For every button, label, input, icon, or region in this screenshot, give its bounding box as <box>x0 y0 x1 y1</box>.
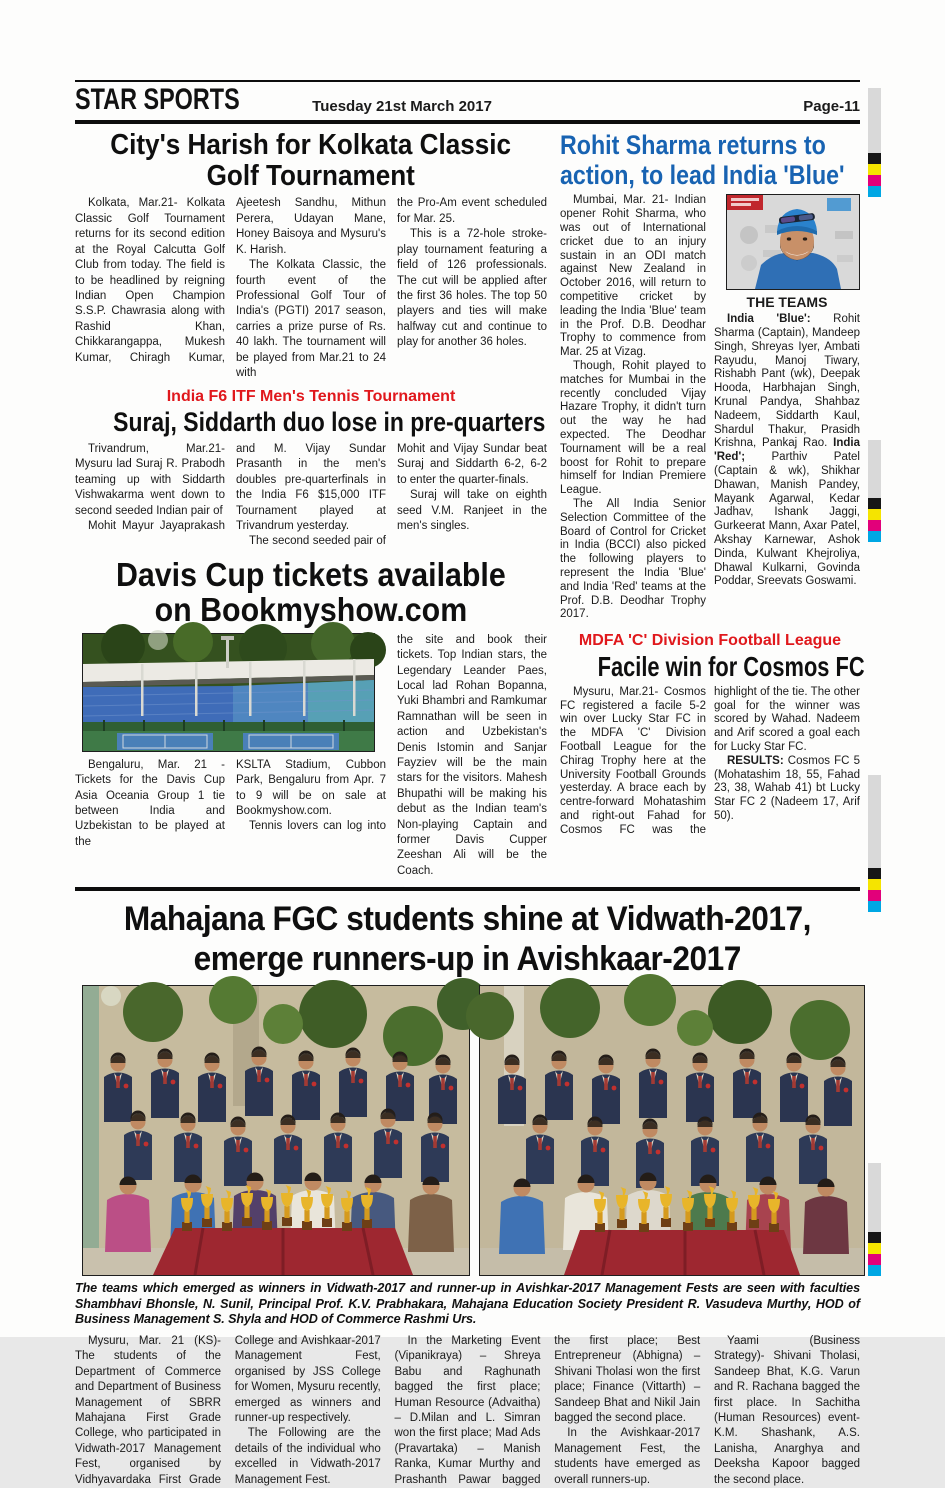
cmyk-swatch-yellow <box>868 164 881 175</box>
vidwath-winners-group-photo <box>82 985 470 1276</box>
rohit-headline-line2: action, to lead India 'Blue' <box>560 160 845 191</box>
mahajana-headline-line1: Mahajana FGC students shine at Vidwath-2017, <box>123 900 812 939</box>
cmyk-swatch-yellow <box>868 879 881 890</box>
cosmos-headline: Facile win for Cosmos FC <box>597 651 865 683</box>
article-paragraph: Mohit Mayur Jayaprakash <box>88 519 225 532</box>
article-paragraph: highlight of the tie. The other goal for the winner was scored by Wahad. Nadeem and Arif scored a goal each for Lucky Star FC. <box>714 685 860 754</box>
article-paragraph: In the Avishkaar-2017 Management Fest, the students have emerged as overall runners-up. <box>554 1427 701 1486</box>
mahajana-column-2 <box>235 1334 381 1488</box>
article-paragraph: Tennis lovers can log into <box>249 820 386 833</box>
print-registration-marks <box>868 440 881 542</box>
cmyk-swatch-yellow <box>868 509 881 520</box>
tennis-kicker: India F6 ITF Men's Tennis Tournament <box>166 388 456 406</box>
print-registration-marks <box>868 1163 881 1276</box>
davis-side-column <box>397 633 547 880</box>
mahajana-column-1 <box>75 1334 221 1488</box>
mahajana-column-5 <box>714 1334 860 1488</box>
group-photo-caption: The teams which emerged as winners in Vidwath-2017 and runner-up in Avishkar-2017 Management Fests are seen with faculties Shambhavi Bhonsle, N. Sunil, Principal Prof. K.V. Prabhakara, Mahajana Education Society President R. Vasudeva Murthy, HOD of Business Management S. Shyla and HOD of Commerce Rashmi Urs. <box>75 1281 860 1327</box>
article-paragraph: Suraj will take on eighth seed V.M. Ranjeet in the men's singles. <box>397 489 547 532</box>
cmyk-swatch-magenta <box>868 520 881 531</box>
cmyk-swatch-magenta <box>868 175 881 186</box>
article-golf <box>75 130 547 381</box>
article-paragraph: and M. Vijay Sundar Prasanth in the men's doubles pre-quarterfinals in the India F6 $15,000 ITF Tournament played at Trivandrum yesterday. <box>236 442 386 532</box>
cmyk-swatch-magenta <box>868 1254 881 1265</box>
article-paragraph: KSLTA Stadium, Cubbon Park, Bengaluru from Apr. 7 to 9 will be on sale at Bookmyshow.com. <box>236 758 386 817</box>
teams-box-title: THE TEAMS <box>746 294 828 311</box>
avishkaar-runnersup-group-photo <box>479 985 865 1276</box>
cmyk-swatch-black <box>868 868 881 879</box>
article-paragraph: Mysuru, Mar.21- Cosmos FC registered a facile 5-2 win over Lucky Star FC in the MDFA 'C' Division Football League for the Chirag Trophy here at the University Football Grounds yesterday. A brace each by centre-forward Mohatashim and right-out Fahad for Cosmos FC was the <box>560 685 706 836</box>
rohit-column-2 <box>714 194 860 622</box>
article-rohit-sharma <box>560 130 860 622</box>
davis-column-2 <box>236 758 386 850</box>
article-paragraph: Yaami (Business Strategy)- Shivani Tholasi, Sandeep Bhat, K.G. Varun and R. Rachana bagged the first place. In Sachitha (Human Resources) event- K.M. Shashank, A.S. Lanisha, Anarghya and Deeksha Kapoor bagged the second place. <box>714 1334 860 1486</box>
article-mahajana <box>75 899 860 1488</box>
cmyk-swatch-cyan <box>868 1265 881 1276</box>
india-red-label: India 'Red'; <box>714 437 860 464</box>
article-paragraph: The second seeded pair of <box>249 535 386 548</box>
india-blue-label: India 'Blue': <box>727 313 811 326</box>
cosmos-column-2 <box>714 686 860 838</box>
article-paragraph: Mohit and Vijay Sundar beat Suraj and Siddarth 6-2, 6-2 to enter the quarter-finals. <box>397 442 547 486</box>
cmyk-swatch-cyan <box>868 531 881 542</box>
india-blue-players: Rohit Sharma (Captain), Mandeep Singh, Shreyas Iyer, Ambati Rayudu, Manoj Tiwary, Rishabh Pant (wk), Deepak Hooda, Harbhajan Singh, Krunal Pandya, Shahbaz Nadeem, Siddarth Kaul, Shardul Thakur, Prasidh Krishna, Pankaj Rao. <box>714 313 861 450</box>
article-paragraph: Mysuru, Mar. 21 (KS)- The students of the Department of Commerce and Department of Business Management of SBRR Mahajana First Grade College, who participated in Vidwath-2017 Management Fest, organised by Vidhyavardaka First Grade <box>75 1334 221 1486</box>
page-number: Page-11 <box>803 98 860 115</box>
cmyk-swatch-black <box>868 498 881 509</box>
rohit-sharma-photo <box>726 194 860 290</box>
article-paragraph: Ajeetesh Sandhu, Mithun Perera, Udayan Mane, Honey Baisoya and Mysuru's K. Harish. <box>236 197 386 256</box>
rohit-column-1 <box>560 194 706 622</box>
mahajana-headline-line2: emerge runners-up in Avishkaar-2017 <box>193 940 742 979</box>
article-paragraph: the site and book their tickets. Top Indian stars, the Legendary Leander Paes, Local lad Rohan Bopanna, Yuki Bhambri and Ramkumar Ramnathan will be seen in action and Uzbekistan's Denis Istomin and Sanjar Fayziev will be the main stars for the visitors. Mahesh Bhupathi will be making his debut as the Indian team's Non-playing Captain and former Davis Cupper Zeeshan Ali will be the Coach. <box>397 633 547 877</box>
article-davis-cup <box>75 555 547 879</box>
cosmos-kicker: MDFA 'C' Division Football League <box>578 632 842 650</box>
print-registration-marks <box>868 775 881 912</box>
article-paragraph: Bengaluru, Mar. 21 - Tickets for the Davis Cup Asia Oceania Group 1 tie between India and Uzbekistan to be played at the <box>75 758 225 848</box>
cmyk-swatch-magenta <box>868 890 881 901</box>
article-paragraph: Kolkata, Mar.21- Kolkata Classic Golf Tournament returns for its second edition at the Royal Calcutta Golf Club from today. The field is to be headlined by reigning Indian Open Champion S.S.P. Chawrasia along with Rashid Khan, Chikkarangappa, Mukesh Kumar, Chiragh Kumar, <box>75 197 225 364</box>
article-paragraph: Though, Rohit played to matches for Mumbai in the recently concluded Vijay Hazare Trophy, it didn't turn out the way he had expected. The Deodhar Tournament will be a real boost for Rohit to prepare himself for Indian Premiere League. <box>560 360 706 497</box>
article-cosmos-fc <box>560 632 865 837</box>
golf-headline-line1: City's Harish for Kolkata Classic <box>110 129 512 161</box>
results-paragraph <box>714 755 860 824</box>
davis-column-1 <box>75 758 225 850</box>
tennis-headline: Suraj, Siddarth duo lose in pre-quarters <box>113 407 546 438</box>
cmyk-swatch-cyan <box>868 901 881 912</box>
cmyk-swatch-black <box>868 1232 881 1243</box>
mahajana-column-4 <box>554 1334 700 1488</box>
gray-color-bar <box>868 775 881 868</box>
cmyk-swatch-black <box>868 153 881 164</box>
golf-headline-line2: Golf Tournament <box>206 159 416 192</box>
masthead-bottom-rule <box>75 120 860 124</box>
teams-list <box>714 313 860 589</box>
mahajana-column-3 <box>395 1334 541 1488</box>
davis-headline-line1: Davis Cup tickets available <box>116 555 506 593</box>
gray-color-bar <box>868 440 881 498</box>
davis-headline-line2: on Bookmyshow.com <box>154 590 468 628</box>
article-paragraph: The Following are the details of the individual who excelled in Vidwath-2017 Management Fest. <box>234 1427 381 1486</box>
tennis-column-2 <box>236 442 386 550</box>
article-paragraph: Trivandrum, Mar.21- Mysuru lad Suraj R. Prabodh teaming up with Siddarth Vishwakarma went down to second seeded Indian pair of <box>75 442 225 517</box>
article-paragraph: The Kolkata Classic, the fourth event of the Professional Golf Tour of India's (PGTI) 2017 season, carries a prize purse of Rs. 40 lakh. The tournament will be played from Mar.21 to 24 with <box>236 259 386 379</box>
rohit-headline-line1: Rohit Sharma returns to <box>560 130 826 160</box>
golf-column-3 <box>397 196 547 381</box>
gray-color-bar <box>868 1163 881 1232</box>
article-paragraph: the Pro-Am event scheduled for Mar. 25. <box>397 197 547 225</box>
golf-column-1 <box>75 196 225 381</box>
kslta-stadium-photo <box>82 633 375 752</box>
print-registration-marks <box>868 88 881 197</box>
tennis-column-1 <box>75 442 225 550</box>
issue-date: Tuesday 21st March 2017 <box>312 98 492 115</box>
article-paragraph: College and Avishkaar-2017 Management Fest, organised by JSS College for Women, Mysuru recently, emerged as winners and runner-up respectively. <box>234 1334 381 1424</box>
article-paragraph: Mumbai, Mar. 21- Indian opener Rohit Sharma, who was out of International cricket due to an injury sustain in an ODI match against New Zealand in October 2016, will return to competitive cricket by leading the India 'Blue' team in the Prof. D.B. Deodhar Trophy to commence from Mar. 25 at Vizag. <box>560 194 706 359</box>
cmyk-swatch-yellow <box>868 1243 881 1254</box>
masthead <box>75 80 860 124</box>
gray-color-bar <box>868 88 881 153</box>
results-text: Cosmos FC 5 (Mohatashim 18, 55, Fahad 23, 38, Wahab 41) bt Lucky Star FC 2 (Nadeem 17, Arif 50). <box>714 754 860 823</box>
article-paragraph: the first place; Best Entrepreneur (Abhigna) – Shivani Tholasi won the first place; Finance (Vittarth) – Sandeep Bhat and Nikil Jain bagged the second place. <box>554 1334 701 1424</box>
article-paragraph: This is a 72-hole stroke-play tournament featuring a field of 126 professionals. The cut will be applied after the first 36 holes. The top 50 players and ties will make halfway cut and continue to play for another 36 holes. <box>397 228 547 349</box>
tennis-column-3 <box>397 442 547 550</box>
section-divider-rule <box>75 887 860 891</box>
golf-column-2 <box>236 196 386 381</box>
article-tennis <box>75 388 547 549</box>
newspaper-title: STAR SPORTS <box>75 83 240 116</box>
article-paragraph: In the Marketing Event (Vipanikraya) – Shreya Babu and Raghunath bagged the first place; Human Resource (Advaitha) – D.Milan and L. Simran won the first place; Mad Ads (Pravartaka) – Manish Ranka, Kumar Murthy and Prashanth Pawar bagged <box>394 1334 541 1486</box>
article-paragraph: The All India Senior Selection Committee of the Board of Control for Cricket in India (BCCI) also picked the following players to represent the India 'Blue' and India 'Red' teams at the Prof. D.B. Deodhar Trophy 2017. <box>560 498 706 621</box>
results-label: RESULTS: <box>727 754 784 767</box>
cmyk-swatch-cyan <box>868 186 881 197</box>
cosmos-column-1 <box>560 686 706 838</box>
india-red-players: Parthiv Patel (Captain & wk), Shikhar Dhawan, Manish Pandey, Mayank Agarwal, Kedar Jadhav, Ishank Jaggi, Gurkeerat Mann, Axar Patel, Akshay Karnewar, Ashok Dinda, Kulwant Khejroliya, Dhawal Kulkarni, Govinda Poddar, Sreevats Goswami. <box>714 451 860 588</box>
